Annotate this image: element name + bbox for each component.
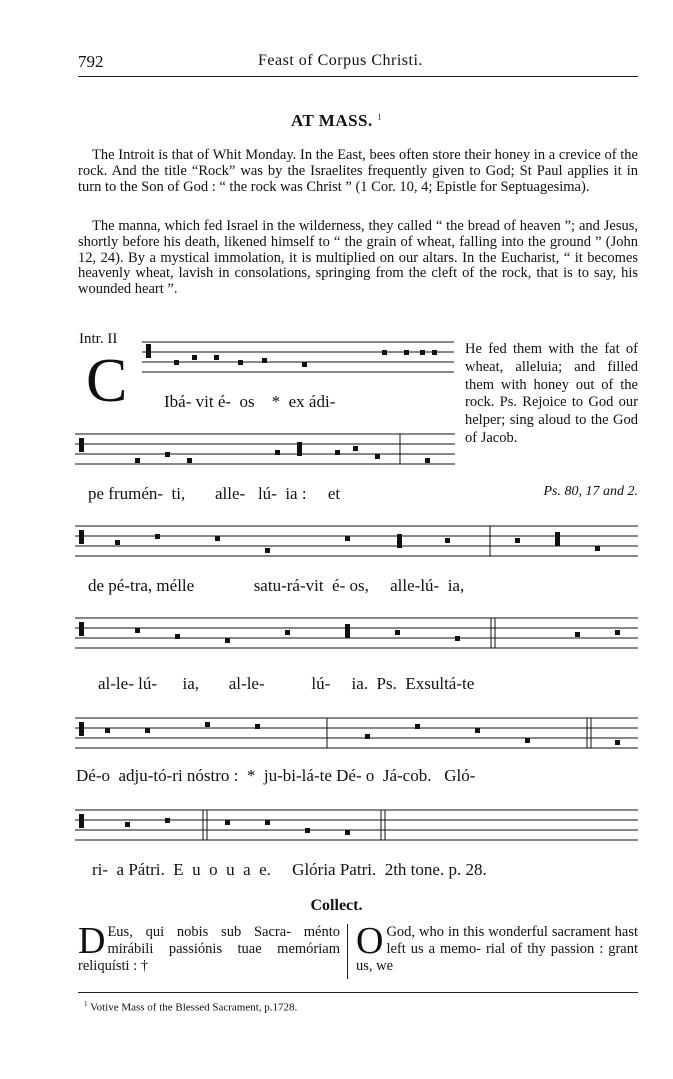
intr-label: Intr. II (79, 331, 118, 347)
chant-lyrics-line-5: Dé-o adju-tó-ri nóstro : * ju-bi-lá-te Dé- o Já-cob. Gló- (76, 766, 476, 785)
chant-lyrics-line-2: pe frumén- ti, alle- lú- ia : et (88, 484, 341, 503)
chant-lyrics-line-3: de pé-tra, mélle satu-rá-vit é- os, alle-lú- ia, (88, 576, 465, 595)
staff-3 (75, 524, 638, 560)
footnote-text: Votive Mass of the Blessed Sacrament, p.1728. (90, 1001, 298, 1014)
staff-5 (75, 716, 638, 752)
psalm-citation: Ps. 80, 17 and 2. (543, 484, 638, 499)
chant-translation: He fed them with the fat of wheat, alleluia; and filled them with honey out of the rock. Ps. Rejoice to God our helper; sing aloud to the God of Jacob. (465, 341, 638, 446)
footnote-rule (78, 992, 638, 993)
collect-latin (78, 920, 340, 975)
column-divider (347, 924, 348, 979)
staff-2 (75, 432, 455, 468)
footnote-ref: 1 (377, 112, 383, 122)
footnote (84, 1000, 297, 1014)
running-header (78, 52, 638, 77)
section-title-text: AT MASS. (290, 111, 373, 130)
chant-lyrics-line-1: Ibá- vit é- os * ex ádi- (164, 392, 336, 411)
chant-initial: C (86, 347, 128, 415)
collect-latin-text: Eus, qui nobis sub Sacra- ménto mirábili passiónis tuae memóriam reliquísti : † (78, 924, 340, 974)
staff-4 (75, 616, 638, 652)
staff-1 (142, 340, 454, 376)
running-title: Feast of Corpus Christi. (258, 52, 423, 69)
latin-drop-cap: D (78, 920, 106, 962)
page-number: 792 (78, 52, 104, 71)
footnote-marker: 1 (84, 1000, 88, 1008)
chant-lyrics-line-6: ri- a Pátri. E u o u a e. Glória Patri. 2th tone. p. 28. (92, 860, 487, 879)
paragraph-manna: The manna, which fed Israel in the wilderness, they called “ the bread of heaven ”; and Jesus, shortly before his death, likened himself to “ the grain of wheat, falling into the ground ” (John 12, 24). By a mystical immolation, it is multiplied on our altars. In the Eucharist, “ it becomes heavenly wheat, lavish in consolations, springing from the cleft of the rock, that is to say, his wounded heart ”. (78, 218, 638, 298)
paragraph-introit: The Introit is that of Whit Monday. In the East, bees often store their honey in a crevice of the rock. And the title “Rock” was by the Israelites frequently given to God; St Paul applies it in turn to the Son of God : “ the rock was Christ ” (1 Cor. 10, 4; Epistle for Septuagesima). (78, 147, 638, 195)
section-title (0, 111, 673, 131)
collect-english (356, 920, 638, 975)
chant-lyrics-line-4: al-le- lú- ia, al-le- lú- ia. Ps. Exsultá-te (98, 674, 475, 693)
english-drop-cap: O (356, 920, 384, 962)
staff-6 (75, 808, 638, 844)
collect-heading: Collect. (310, 897, 363, 914)
collect-english-text: God, who in this wonderful sacrament hast left us a memo- rial of thy passion : grant us, we (356, 924, 638, 974)
